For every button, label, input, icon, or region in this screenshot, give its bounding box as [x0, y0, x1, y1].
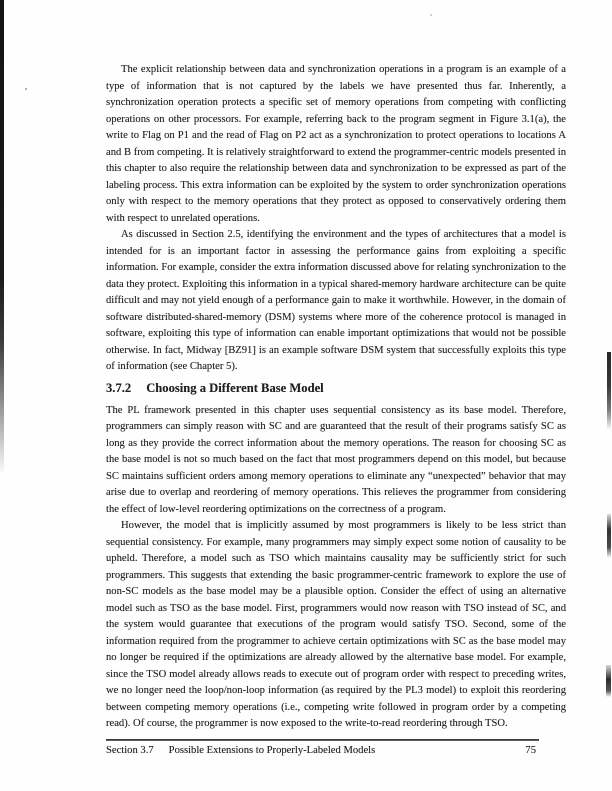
footer [106, 745, 536, 756]
footer-rule [106, 739, 539, 741]
section-heading [106, 381, 566, 396]
footer-page-number: 75 [525, 745, 536, 756]
scan-speck [25, 88, 27, 90]
scan-artifact-right-streak-1 [607, 352, 611, 430]
footer-section-title: Possible Extensions to Properly-Labeled Models [168, 745, 376, 756]
scan-speck [430, 14, 432, 16]
section-heading-title: Choosing a Different Base Model [146, 380, 324, 395]
paragraph-4: However, the model that is implicitly assumed by most programmers is likely to be less strict than sequential consistency. For example, many programmers may simply expect some notion of causality to be upheld. Therefore, a model such as TSO which maintains causality may be sufficiently strict for such programmers. This suggests that extending the basic programmer-centric framework to explore the use of non-SC models as the base model may be a plausible option. Consider the effect of using an alternative model such as TSO as the base model. First, programmers would now reason with TSO instead of SC, and the system would guarantee that executions of the program would satisfy TSO. Second, some of the information required from the programmer to achieve certain optimizations with SC as the base model may no longer be required if the optimizations are already allowed by the alternative base model. For example, since the TSO model already allows reads to execute out of program order with respect to preceding writes, we no longer need the loop/non-loop information (as required by the PL3 model) to exploit this reordering between competing memory operations (i.e., competing write followed in program order by a competing read). Of course, the programmer is now exposed to the write-to-read reordering through TSO. [106, 520, 566, 729]
section-heading-number: 3.7.2 [106, 380, 132, 395]
paragraph-3: The PL framework presented in this chapter uses sequential consistency as its base model. Therefore, programmers can simply reason with SC and are guaranteed that the result of their programs satisfy SC as long as they provide the correct information about the memory operations. The reason for choosing SC as the base model is not so much based on the fact that most programmers depend on this model, but because SC maintains sufficient orders among memory operations to eliminate any “unexpected” behavior that may arise due to overlap and reordering of memory operations. This relieves the programmer from considering the effect of low-level reordering optimizations on the correctness of a program. [106, 404, 566, 515]
scan-artifact-right-streak-3 [606, 665, 611, 697]
scan-artifact-right-streak-2 [607, 514, 611, 558]
page-body [106, 62, 566, 733]
paragraph-1: The explicit relationship between data and synchronization operations in a program is an example of a type of information that is not captured by the labels we have presented thus far. Inherently, a synchronization operation protects a specific set of memory operations from competing with conflicting operations on other processors. For example, referring back to the program segment in Figure 3.1(a), the write to Flag on P1 and the read of Flag on P2 act as a synchronization to protect operations to locations A and B from competing. It is relatively straightforward to extend the programmer-centric models presented in this chapter to also require the relationship between data and synchronization to be expressed as part of the labeling process. This extra information can be exploited by the system to order synchronization operations only with respect to the memory operations that they protect as opposed to conservatively ordering them with respect to unrelated operations. [106, 64, 566, 224]
footer-section-label: Section 3.7 [106, 745, 154, 756]
paragraph-2: As discussed in Section 2.5, identifying the environment and the types of architectures that a model is intended for is an important factor in assessing the performance gains from exploiting a specific information. For example, consider the extra information discussed above for relating synchronization to the data they protect. Exploiting this information in a typical shared-memory hardware architecture can be quite difficult and may not yield enough of a performance gain to make it worthwhile. However, in the domain of software distributed-shared-memory (DSM) systems where more of the coherence protocol is managed in software, exploiting this type of information can enable important optimizations that would not be possible otherwise. In fact, Midway [BZ91] is an example software DSM system that successfully exploits this type of information (see Chapter 5). [106, 229, 566, 372]
scan-artifact-left-edge [0, 0, 4, 475]
